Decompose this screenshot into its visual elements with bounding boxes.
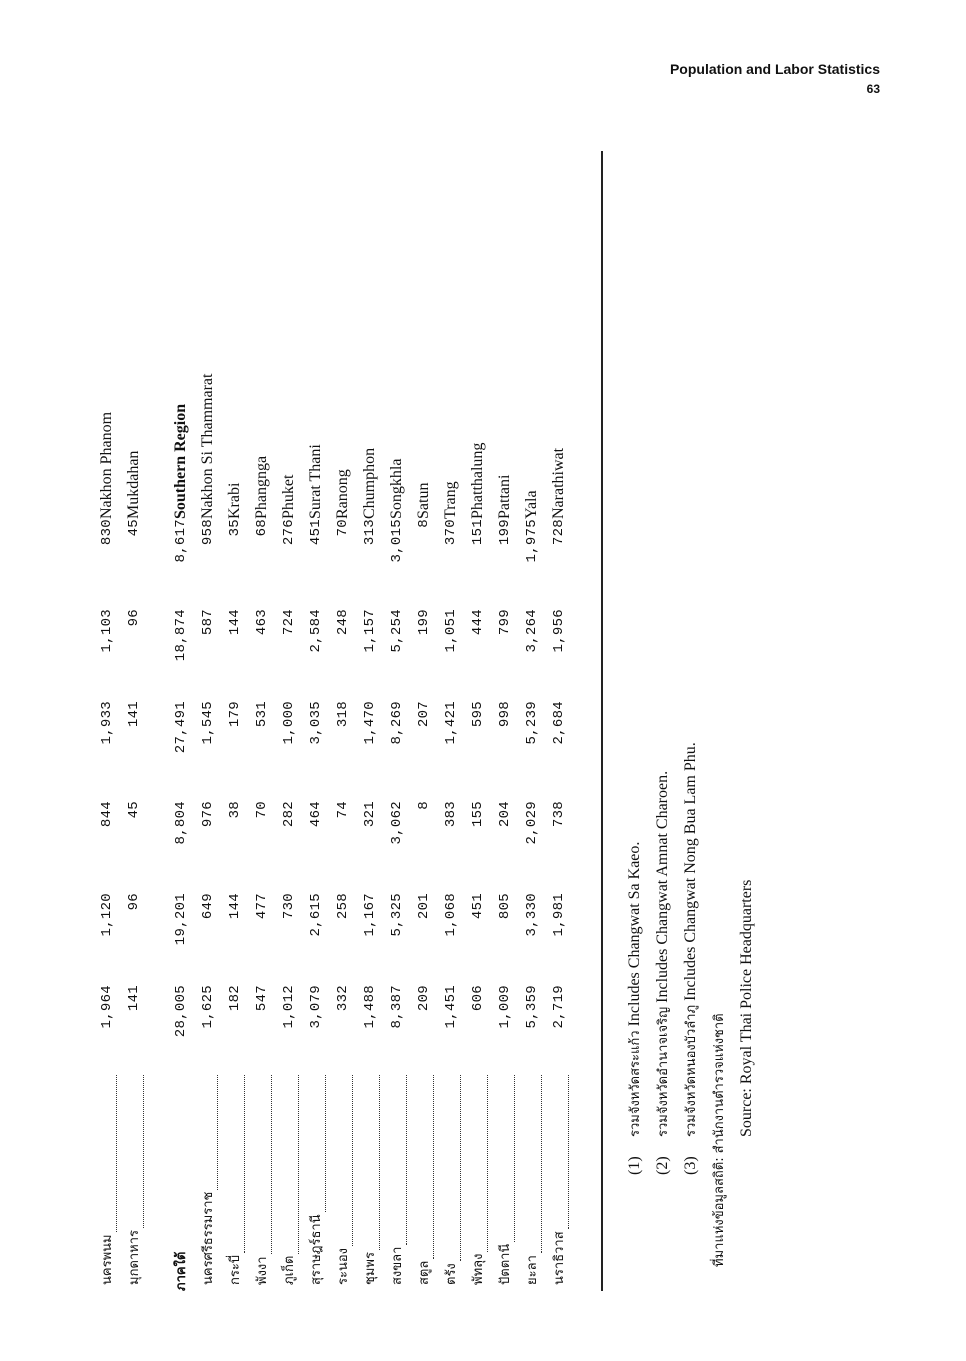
thai-label: ภาคใต้ (174, 1251, 189, 1291)
value-cell: 45 (125, 801, 142, 819)
footnote-1 (621, 175, 649, 1175)
thai-label: มุกดาหาร (127, 1229, 142, 1285)
leader-dots (473, 1075, 488, 1252)
value-cell: 96 (125, 893, 142, 911)
province-thai-name (329, 1071, 356, 1291)
province-english-name: Satun (414, 482, 432, 519)
province-row (383, 151, 410, 1291)
value-cell: 2,584 (307, 609, 324, 653)
value-cell: 5,254 (388, 609, 405, 653)
footnotes (621, 175, 760, 1267)
footnote-thai: รวมจังหวัดอำนาจเจริญ (656, 1006, 671, 1137)
rotated-content (93, 151, 755, 1291)
value-cell: 1,068 (442, 893, 459, 937)
province-english-name: Southern Region (171, 403, 189, 519)
value-cell: 276 (280, 519, 297, 546)
value-cell: 19,201 (172, 893, 189, 946)
value-cell: 8,387 (388, 985, 405, 1029)
province-thai-name (194, 1071, 221, 1291)
province-english-name: Nakhon Phanom (97, 411, 115, 519)
value-cell: 1,956 (550, 609, 567, 653)
province-row (302, 151, 329, 1291)
value-cell: 976 (199, 801, 216, 828)
value-cell: 1,421 (442, 701, 459, 745)
value-cell: 5,325 (388, 893, 405, 937)
row-spacer (147, 151, 167, 1291)
province-thai-name (545, 1071, 572, 1291)
thai-label: นครศรีธรรมราช (201, 1191, 216, 1285)
province-row (437, 151, 464, 1291)
footnote-index: (2) (654, 1156, 671, 1175)
footnote-thai: รวมจังหวัดหนองบัวลำภู (684, 1004, 699, 1137)
value-cell: 201 (415, 893, 432, 920)
value-cell: 606 (469, 985, 486, 1012)
value-cell: 1,451 (442, 985, 459, 1029)
source-thai: สำนักงานตำรวจแห่งชาติ (712, 1013, 727, 1154)
value-cell: 547 (253, 985, 270, 1012)
region-row (167, 151, 194, 1291)
value-cell: 1,933 (98, 701, 115, 745)
province-thai-name (93, 1071, 120, 1291)
province-thai-name (221, 1071, 248, 1291)
province-english-name: Songkhla (387, 458, 405, 519)
value-cell: 8,269 (388, 701, 405, 745)
value-cell: 370 (442, 519, 459, 546)
leader-dots (392, 1075, 407, 1245)
value-cell: 45 (125, 519, 142, 537)
province-english-name: Phangnga (252, 455, 270, 519)
leader-dots (230, 1075, 245, 1253)
value-cell: 3,330 (523, 893, 540, 937)
value-cell: 2,719 (550, 985, 567, 1029)
province-row (120, 151, 147, 1291)
source-thai-line (705, 175, 733, 1267)
value-cell: 830 (98, 519, 115, 546)
value-cell: 587 (199, 609, 216, 636)
value-cell: 2,684 (550, 701, 567, 745)
province-english-name: Pattani (495, 474, 513, 519)
thai-label: นราธิวาส (552, 1231, 567, 1285)
value-cell: 1,625 (199, 985, 216, 1029)
leader-dots (257, 1075, 272, 1254)
value-cell: 728 (550, 519, 567, 546)
value-cell: 209 (415, 985, 432, 1012)
thai-label: กระบี่ (228, 1254, 243, 1285)
value-cell: 738 (550, 801, 567, 828)
province-english-name: Phuket (279, 474, 297, 519)
province-thai-name (437, 1071, 464, 1291)
value-cell: 332 (334, 985, 351, 1012)
value-cell: 18,874 (172, 609, 189, 662)
value-cell: 1,051 (442, 609, 459, 653)
page-number: 63 (866, 82, 880, 96)
value-cell: 444 (469, 609, 486, 636)
province-row (410, 151, 437, 1291)
province-row (275, 151, 302, 1291)
province-thai-name (167, 1071, 194, 1291)
leader-dots (527, 1075, 542, 1253)
province-row (93, 151, 120, 1291)
value-cell: 730 (280, 893, 297, 920)
province-english-name: Krabi (225, 482, 243, 519)
statistics-table (93, 151, 572, 1291)
thai-label: ชุมพร (363, 1252, 378, 1285)
value-cell: 463 (253, 609, 270, 636)
value-cell: 96 (125, 609, 142, 627)
value-cell: 318 (334, 701, 351, 728)
source-thai-label: ที่มาแห่งข้อมูลสถิติ: (712, 1157, 727, 1267)
value-cell: 182 (226, 985, 243, 1012)
value-cell: 531 (253, 701, 270, 728)
source-english-line (733, 175, 760, 1175)
value-cell: 199 (415, 609, 432, 636)
value-cell: 805 (496, 893, 513, 920)
value-cell: 141 (125, 701, 142, 728)
value-cell: 649 (199, 893, 216, 920)
thai-label: สุราษฎร์ธานี (309, 1214, 324, 1285)
province-english-name: Chumphon (360, 447, 378, 519)
value-cell: 1,975 (523, 519, 540, 563)
footnote-index: (3) (682, 1156, 699, 1175)
footnote-english: Includes Changwat Nong Bua Lam Phu. (682, 742, 699, 1001)
thai-label: สตูล (417, 1260, 432, 1285)
province-english-name: Trang (441, 481, 459, 519)
table-body (93, 151, 572, 1291)
value-cell: 8,804 (172, 801, 189, 845)
value-cell: 1,157 (361, 609, 378, 653)
footnote-2 (649, 175, 677, 1175)
footnote-english: Includes Changwat Sa Kaeo. (626, 841, 643, 1027)
province-row (464, 151, 491, 1291)
province-english-name: Yala (522, 490, 540, 519)
value-cell: 27,491 (172, 701, 189, 754)
divider-rule (601, 151, 603, 1291)
thai-label: ปัตตานี (498, 1243, 513, 1285)
value-cell: 179 (226, 701, 243, 728)
thai-label: นครพนม (100, 1234, 115, 1285)
value-cell: 207 (415, 701, 432, 728)
province-thai-name (491, 1071, 518, 1291)
value-cell: 451 (307, 519, 324, 546)
value-cell: 70 (334, 519, 351, 537)
value-cell: 3,062 (388, 801, 405, 845)
value-cell: 383 (442, 801, 459, 828)
value-cell: 3,035 (307, 701, 324, 745)
value-cell: 3,015 (388, 519, 405, 563)
province-english-name: Ranong (333, 469, 351, 519)
province-thai-name (410, 1071, 437, 1291)
value-cell: 8 (415, 801, 432, 810)
footnote-index: (1) (626, 1156, 643, 1175)
thai-label: พังงา (255, 1256, 270, 1285)
province-row (248, 151, 275, 1291)
province-row (329, 151, 356, 1291)
thai-label: สงขลา (390, 1246, 405, 1285)
value-cell: 8,617 (172, 519, 189, 563)
value-cell: 282 (280, 801, 297, 828)
value-cell: 844 (98, 801, 115, 828)
value-cell: 1,103 (98, 609, 115, 653)
page-header (670, 58, 880, 98)
footnote-thai: รวมจังหวัดสระแก้ว (628, 1030, 643, 1137)
leader-dots (311, 1075, 326, 1212)
page-title: Population and Labor Statistics (669, 61, 880, 77)
value-cell: 958 (199, 519, 216, 546)
value-cell: 1,488 (361, 985, 378, 1029)
province-thai-name (518, 1071, 545, 1291)
value-cell: 321 (361, 801, 378, 828)
value-cell: 3,079 (307, 985, 324, 1029)
value-cell: 199 (496, 519, 513, 546)
leader-dots (338, 1075, 353, 1246)
province-row (491, 151, 518, 1291)
value-cell: 144 (226, 609, 243, 636)
leader-dots (446, 1075, 461, 1261)
province-row (518, 151, 545, 1291)
value-cell: 1,167 (361, 893, 378, 937)
value-cell: 3,264 (523, 609, 540, 653)
value-cell: 1,981 (550, 893, 567, 937)
leader-dots (554, 1075, 569, 1229)
value-cell: 1,470 (361, 701, 378, 745)
value-cell: 313 (361, 519, 378, 546)
footnote-3 (677, 175, 705, 1175)
value-cell: 70 (253, 801, 270, 819)
value-cell: 1,545 (199, 701, 216, 745)
value-cell: 38 (226, 801, 243, 819)
province-row (221, 151, 248, 1291)
province-english-name: Mukdahan (124, 450, 142, 519)
province-thai-name (356, 1071, 383, 1291)
value-cell: 8 (415, 519, 432, 528)
leader-dots (419, 1075, 434, 1259)
province-english-name: Surat Thani (306, 444, 324, 519)
value-cell: 5,239 (523, 701, 540, 745)
leader-dots (365, 1075, 380, 1250)
value-cell: 204 (496, 801, 513, 828)
thai-label: ยะลา (525, 1255, 540, 1285)
value-cell: 2,029 (523, 801, 540, 845)
value-cell: 998 (496, 701, 513, 728)
value-cell: 248 (334, 609, 351, 636)
thai-label: ระนอง (336, 1247, 351, 1285)
leader-dots (500, 1075, 515, 1242)
province-row (545, 151, 572, 1291)
province-english-name: Narathiwat (549, 447, 567, 519)
province-english-name: Phatthalung (468, 442, 486, 519)
value-cell: 151 (469, 519, 486, 546)
province-thai-name (248, 1071, 275, 1291)
thai-label: ตรัง (444, 1263, 459, 1285)
leader-dots (129, 1075, 144, 1228)
value-cell: 799 (496, 609, 513, 636)
province-thai-name (464, 1071, 491, 1291)
value-cell: 2,615 (307, 893, 324, 937)
value-cell: 1,012 (280, 985, 297, 1029)
province-thai-name (302, 1071, 329, 1291)
value-cell: 5,359 (523, 985, 540, 1029)
thai-label: ภูเก็ต (282, 1255, 297, 1285)
province-row (194, 151, 221, 1291)
value-cell: 1,000 (280, 701, 297, 745)
value-cell: 464 (307, 801, 324, 828)
leader-dots (102, 1075, 117, 1232)
leader-dots (203, 1075, 218, 1190)
value-cell: 144 (226, 893, 243, 920)
footnote-english: Includes Changwat Amnat Charoen. (654, 770, 671, 1003)
province-english-name: Nakhon Si Thammarat (198, 373, 216, 519)
value-cell: 1,009 (496, 985, 513, 1029)
thai-label: พัทลุง (471, 1253, 486, 1285)
value-cell: 68 (253, 519, 270, 537)
value-cell: 35 (226, 519, 243, 537)
province-row (356, 151, 383, 1291)
value-cell: 258 (334, 893, 351, 920)
value-cell: 141 (125, 985, 142, 1012)
leader-dots (284, 1075, 299, 1254)
value-cell: 724 (280, 609, 297, 636)
province-thai-name (383, 1071, 410, 1291)
value-cell: 1,964 (98, 985, 115, 1029)
province-thai-name (275, 1071, 302, 1291)
province-thai-name (120, 1071, 147, 1291)
value-cell: 155 (469, 801, 486, 828)
source-english: Source: Royal Thai Police Headquarters (738, 879, 755, 1137)
value-cell: 74 (334, 801, 351, 819)
value-cell: 595 (469, 701, 486, 728)
value-cell: 477 (253, 893, 270, 920)
value-cell: 1,120 (98, 893, 115, 937)
value-cell: 451 (469, 893, 486, 920)
value-cell: 28,005 (172, 985, 189, 1038)
